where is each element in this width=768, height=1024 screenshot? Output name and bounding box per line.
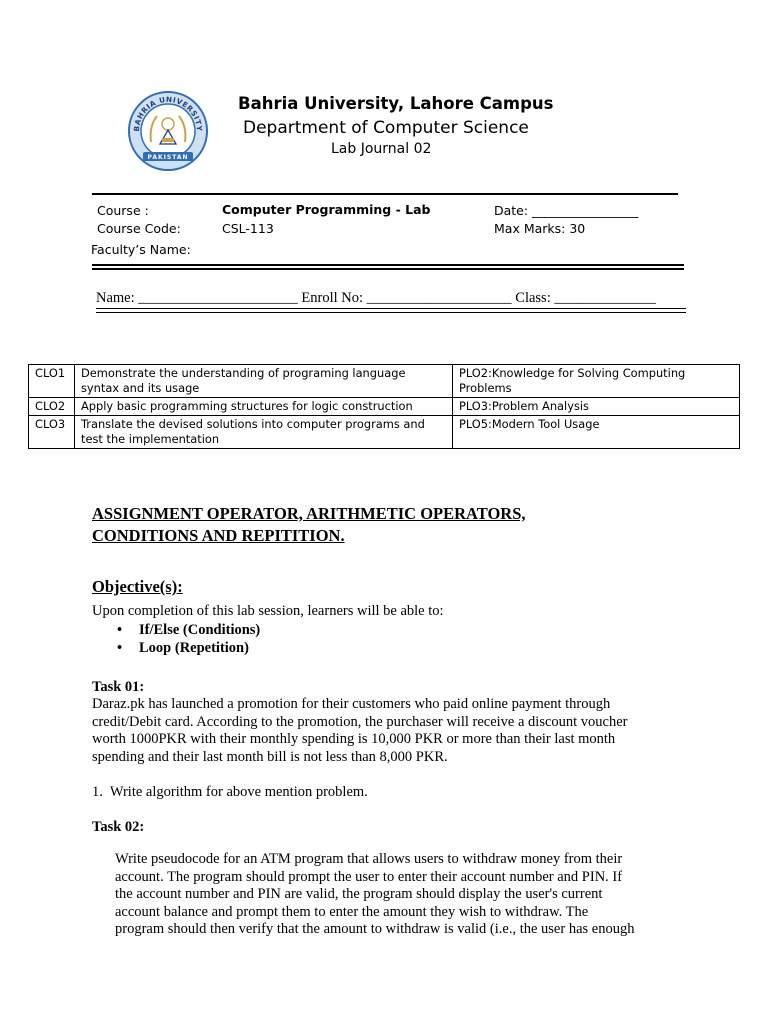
- task1-item: 1. Write algorithm for above mention problem.: [92, 784, 368, 800]
- task2-heading: Task 02:: [92, 819, 145, 835]
- plo-cell: PLO3:Problem Analysis: [453, 398, 740, 416]
- task1-description: Daraz.pk has launched a promotion for their customers who paid online payment through credit/Debit card. According to the promotion, the purchaser will receive a discount voucher worth 1000PKR with their monthly spending is 10,000 PKR or more than their last month spending and their last month bill is not less than 8,000 PKR.: [92, 696, 628, 765]
- list-item: • If/Else (Conditions): [117, 621, 260, 639]
- max-marks: Max Marks: 30: [494, 221, 586, 236]
- university-logo: [127, 90, 209, 172]
- clo-description-cell: Apply basic programming structures for logic construction: [75, 398, 453, 416]
- task1-heading: Task 01:: [92, 679, 145, 695]
- course-label: Course :: [97, 203, 149, 218]
- objectives-list: [117, 621, 260, 657]
- task2-description: Write pseudocode for an ATM program that allows users to withdraw money from their account. The program should prompt the user to enter their account number and PIN. If the account number and PIN are valid, the program should display the user's current account balance and prompt them to enter the amount they wish to withdraw. The program should then verify that the amount to withdraw is valid (i.e., the user has enough: [115, 851, 635, 937]
- plo-cell: PLO5:Modern Tool Usage: [453, 416, 740, 449]
- table-row: [29, 365, 740, 398]
- course-value: Computer Programming - Lab: [222, 202, 431, 217]
- clo-cell: CLO2: [29, 398, 75, 416]
- table-row: [29, 416, 740, 449]
- clo-table: [28, 364, 740, 449]
- clo-description-cell: Translate the devised solutions into computer programs and test the implementation: [75, 416, 453, 449]
- list-item: • Loop (Repetition): [117, 639, 260, 657]
- faculty-name-label: Faculty’s Name:: [91, 242, 191, 257]
- header-divider: [92, 193, 678, 195]
- logo-ring-text: BAHRIA UNIVERSITY: [131, 94, 205, 132]
- info-divider-top: [92, 264, 684, 266]
- university-name: Bahria University, Lahore Campus: [238, 94, 554, 113]
- assignment-title: ASSIGNMENT OPERATOR, ARITHMETIC OPERATORS, CONDITIONS AND REPITITION.: [92, 504, 526, 545]
- objectives-heading: Objective(s):: [92, 577, 183, 596]
- student-divider-top: [96, 308, 686, 309]
- plo-cell: PLO2:Knowledge for Solving Computing Problems: [453, 365, 740, 398]
- department-name: Department of Computer Science: [243, 118, 529, 138]
- logo-bottom-text: PAKISTAN: [147, 154, 189, 161]
- table-row: [29, 398, 740, 416]
- clo-description-cell: Demonstrate the understanding of programing language syntax and its usage: [75, 365, 453, 398]
- student-divider-bottom: [96, 312, 686, 313]
- objectives-intro: Upon completion of this lab session, learners will be able to:: [92, 603, 444, 619]
- course-code-value: CSL-113: [222, 221, 274, 236]
- journal-title: Lab Journal 02: [331, 141, 432, 157]
- course-code-label: Course Code:: [97, 221, 181, 236]
- info-divider-bottom: [92, 268, 684, 270]
- date-field[interactable]: Date: _________________: [494, 203, 639, 218]
- student-details-line[interactable]: Name: ______________________ Enroll No: ____________________ Class: ______________: [96, 290, 656, 306]
- clo-cell: CLO1: [29, 365, 75, 398]
- clo-cell: CLO3: [29, 416, 75, 449]
